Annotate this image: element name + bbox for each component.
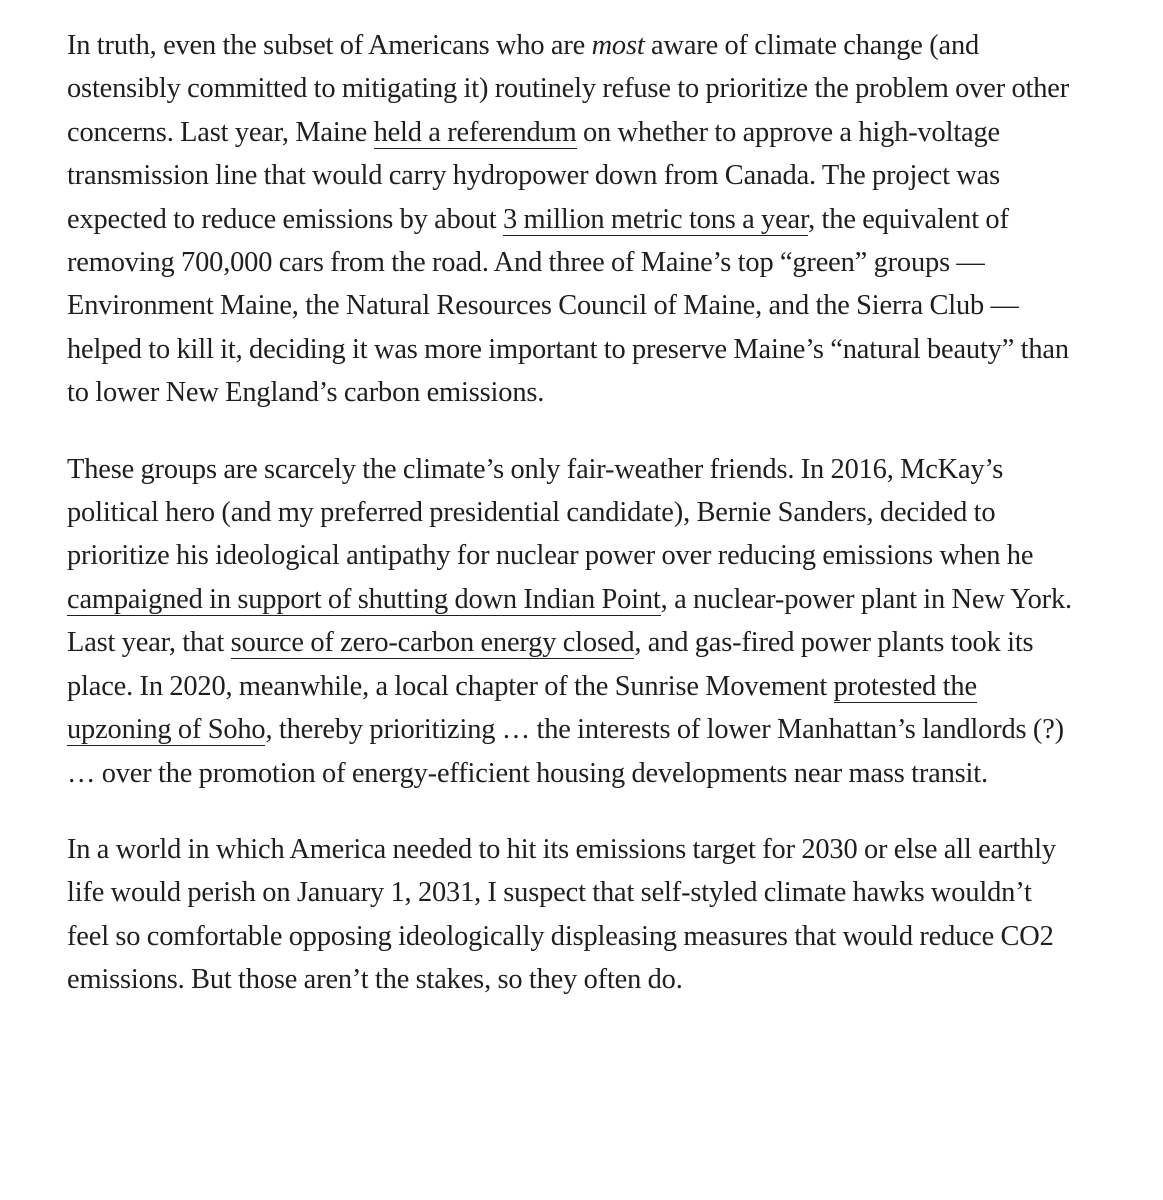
link-3-million-metric-tons[interactable]: 3 million metric tons a year [502, 203, 809, 235]
p1-emphasis: most [591, 30, 645, 61]
article-body [67, 24, 1077, 1035]
p2-text-2: , a nuclear-power plant in New York. Last year, that [67, 583, 1072, 659]
link-indian-point[interactable]: campaigned in support of shutting down Indian Point [67, 583, 661, 615]
p3-text-1: In a world in which America needed to hit its emissions target for 2030 or else all earthly life would perish on January 1, 2031, I suspect that self-styled climate hawks wouldn’t feel so comfortable opposing ideologically displeasing measures that would reduce CO2 emissions. But those aren’t the stakes, so they often do. [67, 833, 1056, 996]
p2-text-3: , and gas-fired power plants took its place. In 2020, meanwhile, a local chapter of the Sunrise Movement [67, 627, 1034, 702]
link-zero-carbon-energy-closed[interactable]: source of zero-carbon energy closed [230, 627, 635, 659]
p1-text-3: on whether to approve a high-voltage transmission line that would carry hydropower down from Canada. The project was expected to reduce emissions by about [67, 116, 1001, 235]
p2-text-1: These groups are scarcely the climate’s only fair-weather friends. In 2016, McKay’s political hero (and my preferred presidential candidate), Bernie Sanders, decided to prioritize his ideological antipathy for nuclear power over reducing emissions when he [67, 453, 1034, 572]
paragraph-1 [67, 24, 1077, 415]
link-held-a-referendum[interactable]: held a referendum [373, 116, 577, 148]
paragraph-3 [67, 828, 1077, 1002]
p1-text-4: , the equivalent of removing 700,000 cars from the road. And three of Maine’s top “green” groups — Environment Maine, the Natural Resources Council of Maine, and the Sierra Club — helped to kill it, deciding it was more important to preserve Maine’s “natural beauty” than to lower New England’s carbon emissions. [67, 203, 1069, 409]
paragraph-2 [67, 448, 1077, 795]
p2-text-4: , thereby prioritizing … the interests of lower Manhattan’s landlords (?) … over the promotion of energy-efficient housing developments near mass transit. [67, 714, 1064, 789]
p1-text-2: aware of climate change (and ostensibly committed to mitigating it) routinely refuse to prioritize the problem over other concerns. Last year, Maine [67, 30, 1070, 148]
p1-text-1: In truth, even the subset of Americans who are [67, 30, 592, 61]
link-upzoning-of-soho[interactable]: protested the upzoning of Soho [67, 670, 977, 746]
